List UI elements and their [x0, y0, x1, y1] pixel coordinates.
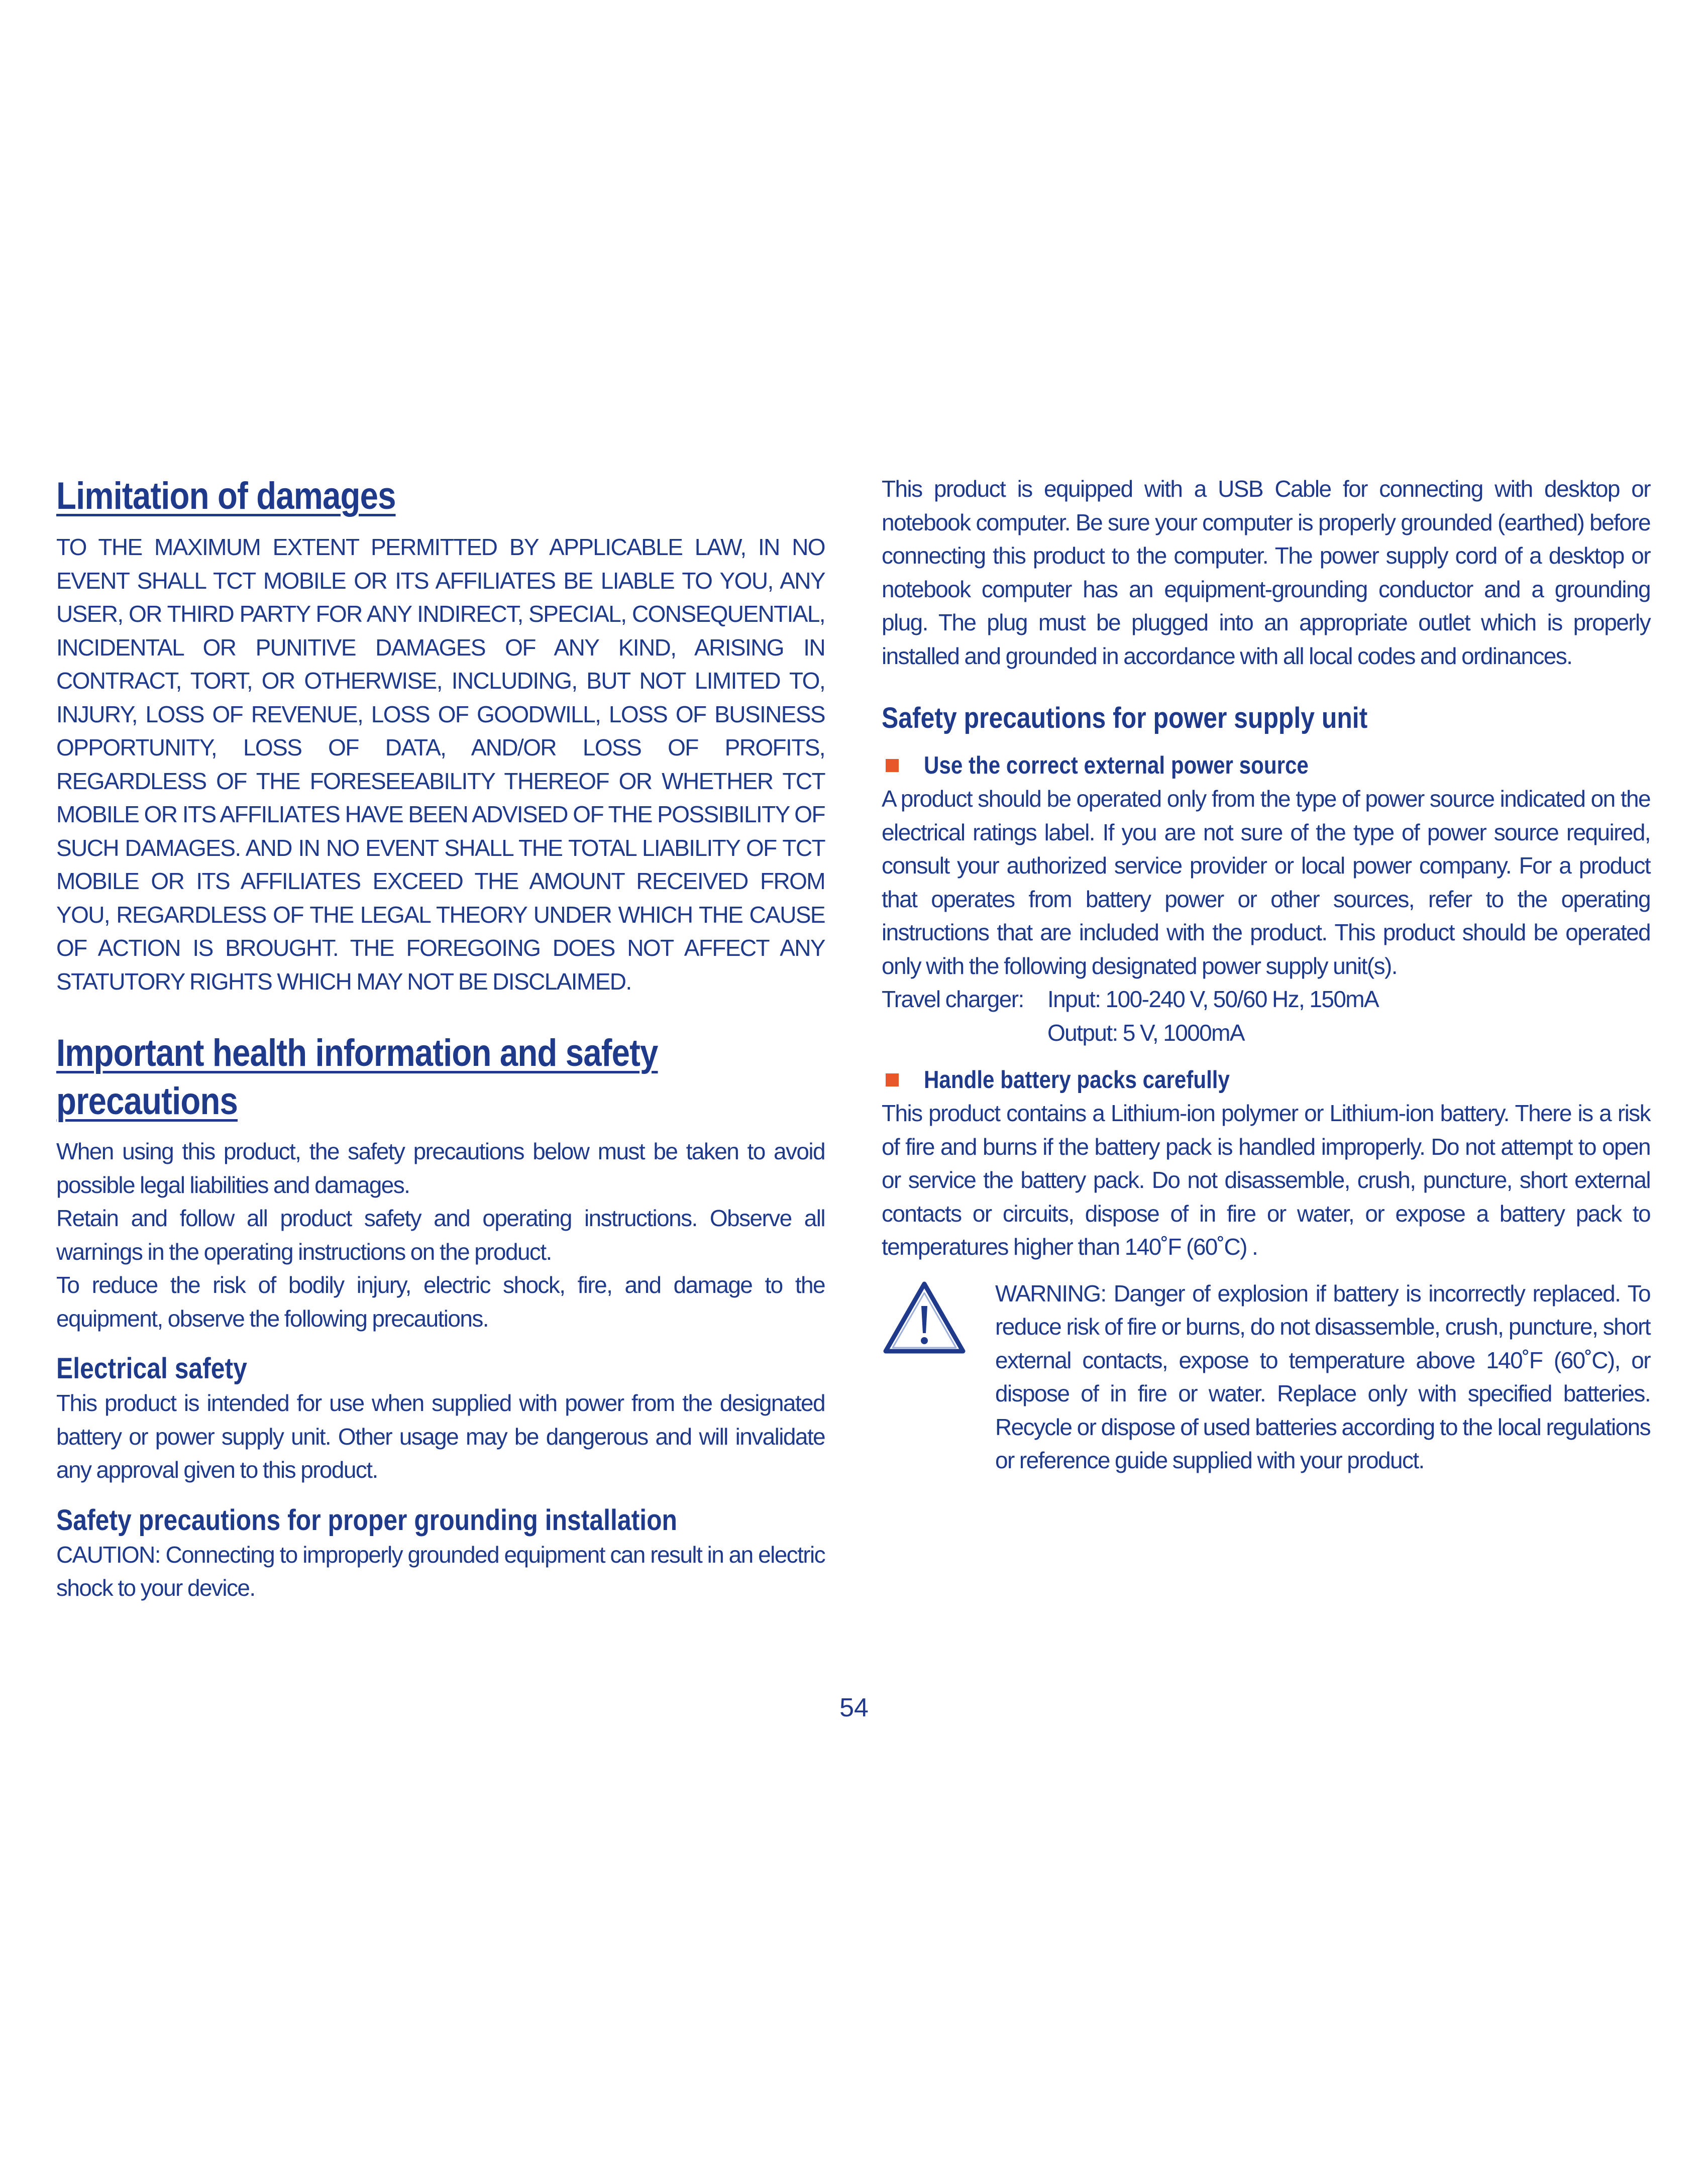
page-number: 54	[839, 1693, 869, 1722]
power-supply-heading: Safety precautions for power supply unit	[882, 702, 1368, 734]
warning-triangle-icon	[882, 1280, 967, 1355]
usb-paragraph: This product is equipped with a USB Cable for connecting with desktop or notebook computer. Be sure your computer is properly grounded (earthed) before connecting this product to the computer. The power supply cord of a desktop or notebook computer has an equipment-grounding conductor and a grounding plug. The plug must be plugged into an appropriate outlet which is properly installed and grounded in accordance with all local codes and ordinances.	[882, 476, 1650, 669]
power-supply-section	[882, 701, 1650, 1477]
bullet-battery-packs-title: Handle battery packs carefully	[924, 1066, 1230, 1094]
bullet-battery-packs-body: This product contains a Lithium-ion polymer or Lithium-ion battery. There is a risk of fire and burns if the battery pack is handled improperly. Do not attempt to open or service the battery pack. Do not disassemble, crush, puncture, short external contacts or circuits, dispose of in fire or water, or expose a battery pack to temperatures higher than 140˚F (60˚C) .	[882, 1100, 1650, 1260]
warning-block	[882, 1277, 1650, 1477]
bullet-square-icon	[886, 759, 899, 772]
left-column	[56, 472, 825, 1605]
warning-text: WARNING: Danger of explosion if battery is incorrectly replaced. To reduce risk of fire or burns, do not disassemble, crush, puncture, short external contacts, expose to temperature above 140˚F (60˚C), or dispose of in fire or water. Replace only with specified batteries. Recycle or dispose of used batteries according to the local regulations or reference guide supplied with your product.	[995, 1280, 1650, 1473]
limitation-body: TO THE MAXIMUM EXTENT PERMITTED BY APPLICABLE LAW, IN NO EVENT SHALL TCT MOBILE OR ITS AFFILIATES BE LIABLE TO YOU, ANY USER, OR THIRD PARTY FOR ANY INDIRECT, SPECIAL, CONSEQUENTIAL, INCIDENTAL OR PUNITIVE DAMAGES OF ANY KIND, ARISING IN CONTRACT, TORT, OR OTHERWISE, INCLUDING, BUT NOT LIMITED TO, INJURY, LOSS OF REVENUE, LOSS OF GOODWILL, LOSS OF BUSINESS OPPORTUNITY, LOSS OF DATA, AND/OR LOSS OF PROFITS, REGARDLESS OF THE FORESEEABILITY THEREOF OR WHETHER TCT MOBILE OR ITS AFFILIATES HAVE BEEN ADVISED OF THE POSSIBILITY OF SUCH DAMAGES. AND IN NO EVENT SHALL THE TOTAL LIABILITY OF TCT MOBILE OR ITS AFFILIATES EXCEED THE AMOUNT RECEIVED FROM YOU, REGARDLESS OF THE LEGAL THEORY UNDER WHICH THE CAUSE OF ACTION IS BROUGHT. THE FOREGOING DOES NOT AFFECT ANY STATUTORY RIGHTS WHICH MAY NOT BE DISCLAIMED.	[56, 534, 825, 995]
grounding-heading: Safety precautions for proper grounding installation	[56, 1503, 678, 1537]
health-para-2: Retain and follow all product safety and operating instructions. Observe all warnings in the operating instructions on the product.	[56, 1205, 825, 1265]
bullet-power-source-body: A product should be operated only from the type of power source indicated on the electrical ratings label. If you are not sure of the type of power source required, consult your authorized service provider or local power company. For a product that operates from battery power or other sources, refer to the operating instructions that are included with the product. This product should be operated only with the following designated power supply unit(s).	[882, 786, 1650, 979]
bullet-power-source-title: Use the correct external power source	[924, 752, 1309, 779]
health-para-1: When using this product, the safety precautions below must be taken to avoid possible legal liabilities and damages.	[56, 1138, 825, 1198]
charger-label-spacer	[882, 1016, 1047, 1050]
charger-input: Input: 100-240 V, 50/60 Hz, 150mA	[1047, 986, 1379, 1012]
health-section	[56, 1029, 825, 1335]
right-column	[882, 472, 1650, 1477]
bullet-power-source	[882, 749, 1650, 782]
charger-input-row	[882, 983, 1650, 1016]
electrical-section	[56, 1351, 825, 1487]
grounding-body: CAUTION: Connecting to improperly grounded equipment can result in an electric shock to your device.	[56, 1541, 825, 1601]
charger-output: Output: 5 V, 1000mA	[1047, 1019, 1244, 1046]
bullet-battery-packs	[882, 1063, 1650, 1097]
grounding-section	[56, 1503, 825, 1605]
electrical-body: This product is intended for use when supplied with power from the designated battery or power supply unit. Other usage may be dangerous and will invalidate any approval given to this product.	[56, 1390, 825, 1483]
health-heading-line2: precautions	[56, 1080, 238, 1123]
charger-output-row	[882, 1016, 1650, 1050]
health-heading-line1: Important health information and safety	[56, 1032, 658, 1074]
electrical-heading: Electrical safety	[56, 1352, 247, 1385]
limitation-heading: Limitation of damages	[56, 475, 396, 517]
health-para-3: To reduce the risk of bodily injury, electric shock, fire, and damage to the equipment, observe the following precautions.	[56, 1272, 825, 1332]
charger-label: Travel charger:	[882, 986, 1024, 1012]
limitation-section	[56, 472, 825, 998]
bullet-square-icon	[886, 1073, 899, 1086]
